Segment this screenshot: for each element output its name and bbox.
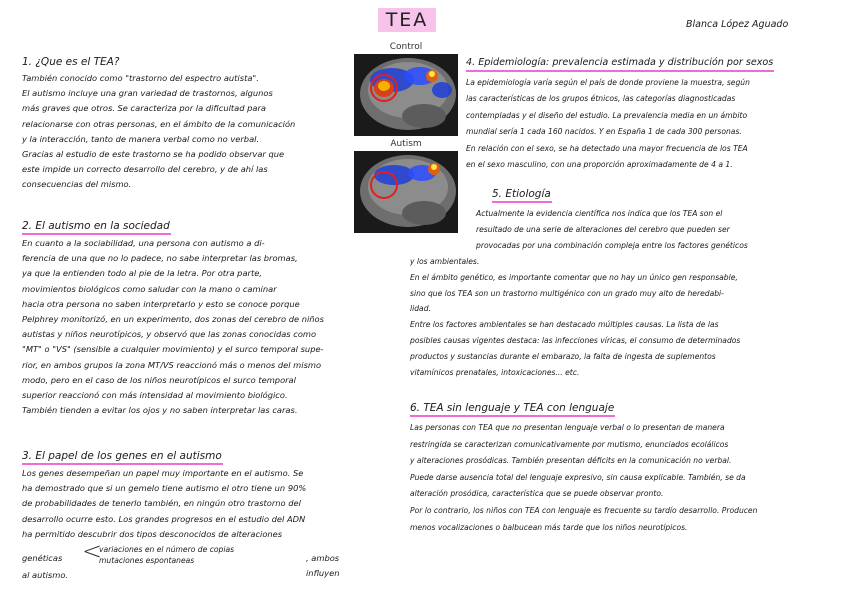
text-line: más graves que otros. Se caracteriza por la dificultad para	[22, 103, 266, 114]
text-line: Puede darse ausencia total del lenguaje expresivo, sin causa explicable. También, se da	[410, 472, 746, 482]
text-line: de probabilidades de tenerlo también, en ningún otro trastorno del	[22, 498, 301, 509]
text-line: lidad.	[410, 304, 431, 314]
text-line: ha permitido descubrir dos tipos desconocidos de alteraciones	[22, 528, 283, 539]
section-heading: 1. ¿Que es el TEA?	[22, 56, 120, 68]
brace-option: mutaciones espontaneas	[99, 556, 195, 566]
text-line: posibles causas vigentes destaca: las infecciones víricas, el consumo de determinados	[410, 336, 741, 346]
section-epidemiology	[466, 50, 838, 173]
text-line: alteración prosódica, característica que se puede observar pronto.	[410, 489, 664, 499]
text-line: en el sexo masculino, con una proporción aproximadamente de 4 a 1.	[466, 160, 733, 170]
text-line: resultado de una serie de alteraciones del cerebro que pueden ser	[476, 224, 730, 234]
text-line: ferencia de una que no lo padece, no sabe interpretar las bromas,	[22, 253, 298, 264]
figure-label-control: Control	[389, 42, 423, 52]
section-body	[410, 420, 840, 536]
text-line: menos vocalizaciones o balbucean más tarde que los niños neurotípicos.	[410, 522, 688, 532]
text-line: relacionarse con otras personas, en el ámbito de la comunicación	[22, 118, 296, 129]
text-line: rior, en ambos grupos la zona MT/VS reaccionó más o menos del mismo	[22, 359, 322, 370]
section-heading: 3. El papel de los genes en el autismo	[22, 450, 223, 465]
text-line: La epidemiología varía según el país de donde proviene la muestra, según	[466, 78, 750, 87]
text-line: autistas y niños neurotípicos, y observó que las zonas conocidas como	[22, 329, 317, 340]
text-line: modo, pero en el caso de los niños neurotípicos el surco temporal	[22, 374, 296, 385]
text-line: En el ámbito genético, es importante comentar que no hay un único gen responsable,	[410, 272, 738, 282]
section-body	[466, 75, 838, 173]
text-line: "MT" o "VS" (sensible a cualquier movimiento) y el surco temporal supe-	[22, 344, 324, 355]
text-line: este impide un correcto desarrollo del cerebro, y de ahí las	[22, 164, 268, 175]
section-what-is-tea	[22, 50, 352, 193]
text-line: ya que la entienden todo al pie de la letra. Por otra parte,	[22, 268, 262, 279]
brace-lead: genéticas	[22, 553, 63, 564]
text-line: Gracias al estudio de este trastorno se ha podido observar que	[22, 149, 285, 160]
text-line: y la interacción, tanto de manera verbal como no verbal.	[22, 133, 260, 144]
brace-icon: <	[82, 537, 103, 566]
section-genes	[22, 444, 372, 583]
text-line: superior reaccionó con más intensidad al movimiento biológico.	[22, 390, 288, 401]
text-line: En relación con el sexo, se ha detectado una mayor frecuencia de los TEA	[466, 143, 748, 153]
text-line: Actualmente la evidencia científica nos indica que los TEA son el	[476, 209, 723, 218]
section-closing-line: al autismo.	[22, 570, 69, 581]
section-body	[22, 466, 372, 542]
text-line: y alteraciones prosódicas. También presentan déficits en la comunicación no verbal.	[410, 456, 732, 466]
section-body	[410, 206, 840, 381]
section-etiology	[410, 182, 840, 381]
section-body	[22, 71, 352, 193]
text-line: vitamínicos prenatales, intoxicaciones... etc.	[410, 368, 580, 378]
text-line: Por lo contrario, los niños con TEA con lenguaje es frecuente su tardío desarrollo. Producen	[410, 505, 758, 515]
brace-tail: , ambos influyen	[306, 553, 340, 579]
section-heading: 6. TEA sin lenguaje y TEA con lenguaje	[410, 402, 615, 417]
section-autism-society	[22, 214, 362, 418]
text-line: Los genes desempeñan un papel muy importante en el autismo. Se	[22, 468, 304, 478]
section-heading: 5. Etiología	[492, 188, 552, 203]
text-line: Pelphrey monitorizó, en un experimento, dos zonas del cerebro de niños	[22, 314, 324, 325]
control-brain-scan	[354, 54, 458, 136]
text-line: consecuencias del mismo.	[22, 179, 132, 190]
brace-option: variaciones en el número de copias	[99, 545, 235, 555]
author-name: Blanca López Aguado	[686, 19, 789, 30]
text-line: Entre los factores ambientales se han destacado múltiples causas. La lista de las	[410, 320, 719, 330]
text-line: y los ambientales.	[410, 256, 480, 266]
section-heading: 2. El autismo en la sociedad	[22, 220, 171, 235]
text-line: Las personas con TEA que no presentan lenguaje verbal o lo presentan de manera	[410, 423, 725, 432]
text-line: desarrollo ocurre esto. Los grandes progresos en el estudio del ADN	[22, 513, 306, 524]
text-line: sino que los TEA son un trastorno multigénico con un grado muy alto de heredabi-	[410, 288, 724, 298]
section-heading: 4. Epidemiología: prevalencia estimada y distribución por sexos	[466, 57, 774, 72]
figure-label-autism: Autism	[390, 139, 422, 149]
text-line: hacia otra persona no saben interpretarlo y esto se conoce porque	[22, 298, 300, 309]
text-line: las características de los grupos étnicos, las categorías diagnosticadas	[466, 94, 736, 104]
text-line: movimientos biológicos como saludar con la mano o caminar	[22, 283, 277, 294]
text-line: contempladas y el diseño del estudio. La prevalencia media en un ámbito	[466, 110, 748, 120]
text-line: restringida se caracterizan comunicativamente por mutismo, enunciados ecolálicos	[410, 439, 729, 449]
text-line: En cuanto a la sociabilidad, una persona con autismo a di-	[22, 238, 265, 248]
text-line: mundial sería 1 cada 160 nacidos. Y en España 1 de cada 300 personas.	[466, 127, 742, 137]
text-line: ha demostrado que si un gemelo tiene autismo el otro tiene un 90%	[22, 483, 307, 494]
page-title: TEA	[378, 8, 436, 32]
text-line: También conocido como "trastorno del espectro autista".	[22, 73, 259, 83]
text-line: El autismo incluye una gran variedad de trastornos, algunos	[22, 88, 273, 99]
section-body	[22, 236, 362, 418]
section-language	[410, 396, 840, 536]
text-line: También tienden a evitar los ojos y no saben interpretar las caras.	[22, 405, 298, 416]
text-line: provocadas por una combinación compleja entre los factores genéticos	[476, 240, 748, 250]
text-line: productos y sustancias durante el embarazo, la falta de ingesta de suplementos	[410, 352, 716, 362]
